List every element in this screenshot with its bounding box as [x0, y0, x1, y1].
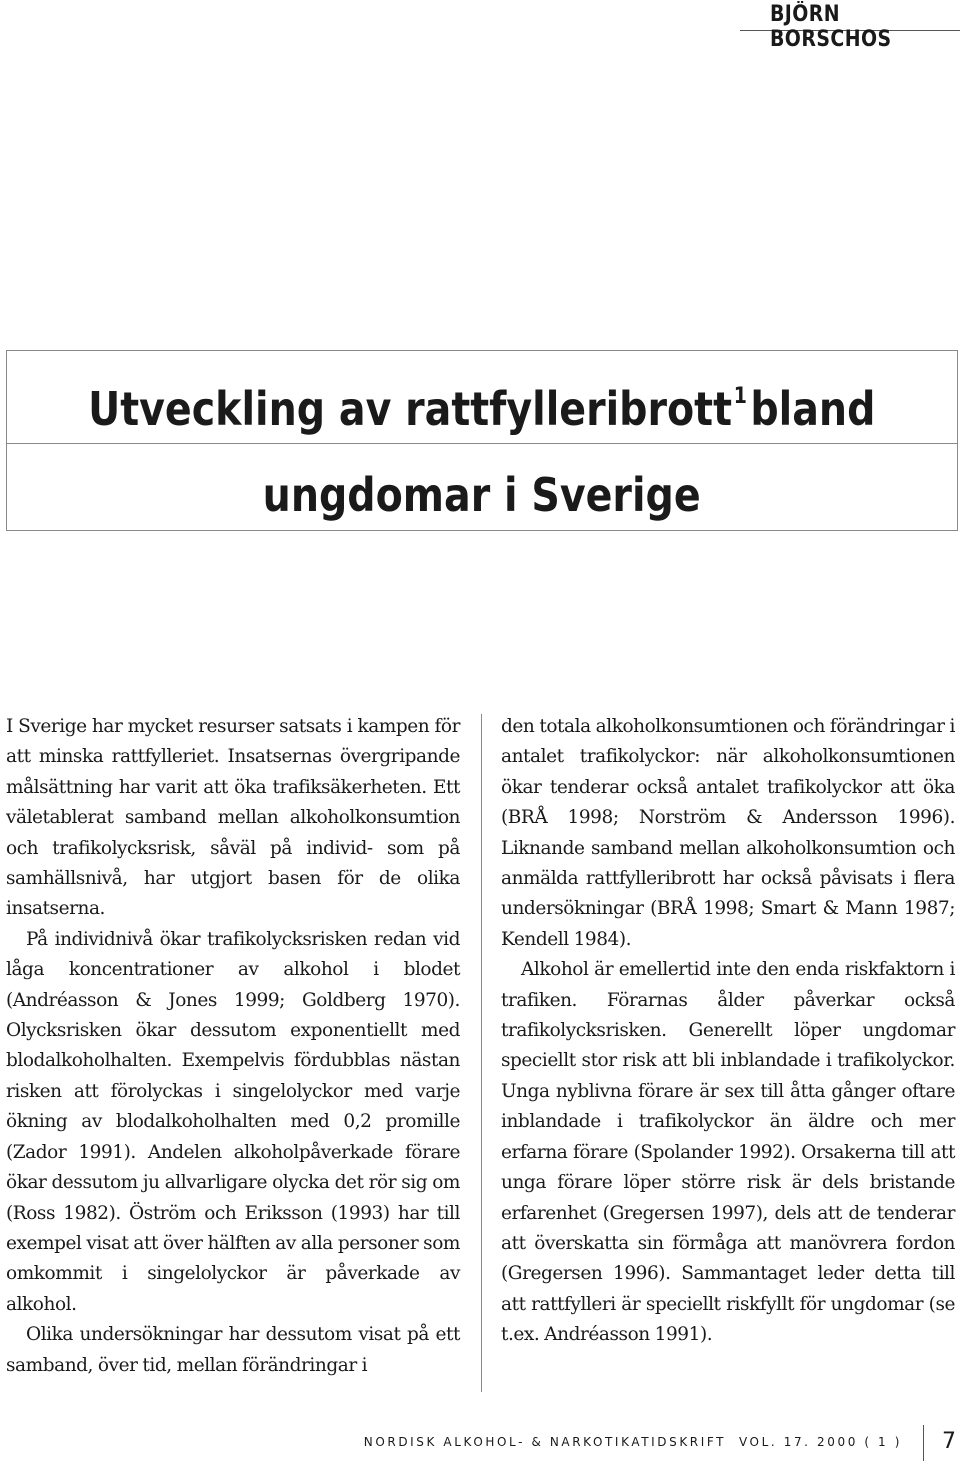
running-header — [740, 0, 960, 52]
title-text-before-footnote: Utveckling av rattfylleribrott — [88, 382, 733, 436]
title-text-after-footnote: bland — [750, 382, 876, 436]
journal-name: NORDISK ALKOHOL- & NARKOTIKATIDSKRIFT — [363, 1435, 727, 1449]
author-name: BJÖRN BORSCHOS — [769, 2, 892, 52]
journal-volume: VOL. 17. 2000 ( 1 ) — [738, 1435, 902, 1449]
article-title-box — [6, 350, 958, 531]
footer-divider — [923, 1425, 924, 1461]
column-divider — [481, 714, 482, 1392]
article-title-line-1 — [7, 367, 957, 439]
right-paragraph-2: Alkohol är emellertid inte den enda riskfaktorn i trafiken. Förarnas ålder påverkar också trafikolycksrisken. Generellt löper ungdomar speciellt stor risk att bli inblandade i trafikolyckor. Unga nyblivna förare är sex till åtta gånger oftare inblandade i trafikolyckor än äldre och mer erfarna förare (Spolander 1992). Orsakerna till att unga förare löper större risk är dels bristande erfarenhet (Gregersen 1997), dels att de tenderar att överskatta sin förmåga att manövrera fordon (Gregersen 1996). Sammantaget leder detta till att rattfylleri är speciellt riskfyllt för ungdomar (se t.ex. Andréasson 1991). — [501, 959, 955, 1346]
left-paragraph-2: På individnivå ökar trafikolycksrisken redan vid låga koncentrationer av alkohol i blodet (Andréasson & Jones 1999; Goldberg 1970). Olycksrisken ökar dessutom exponentiellt med blodalkoholhalten. Exempelvis fördubblas nästan risken att förolyckas i singelolyckor med varje ökning av blodalkoholhalten med 0,2 promille (Zador 1991). Andelen alkoholpåverkade förare ökar dessutom ju allvarligare olycka det rör sig om (Ross 1982). Öström och Eriksson (1993) har till exempel visat att över hälften av alla personer som omkommit i singelolyckor är påverkade av alkohol. — [6, 928, 460, 1315]
page-number: 7 — [942, 1429, 956, 1454]
article-title-line-2 — [7, 465, 957, 525]
page-footer — [363, 1425, 960, 1461]
left-paragraph-1: I Sverige har mycket resurser satsats i kampen för att minska rattfylleriet. Insatsernas övergripande målsättning har varit att öka trafiksäkerheten. Ett väletablerat samband mellan alkoholkonsumtion och trafikolycksrisk, såväl på individ- som på samhällsnivå, har utgjort basen för de olika insatserna. — [6, 716, 460, 920]
title-divider — [7, 443, 957, 444]
title-text-line-2: ungdomar i Sverige — [262, 468, 702, 522]
right-text-column — [501, 712, 955, 1351]
right-paragraph-1: den totala alkoholkonsumtionen och förändringar i antalet trafikolyckor: när alkoholkonsumtionen ökar tenderar också antalet trafikolyckor att öka (BRÅ 1998; Norström & Andersson 1996). Liknande samband mellan alkoholkonsumtion och anmälda rattfylleribrott har också påvisats i flera undersökningar (BRÅ 1998; Smart & Mann 1987; Kendell 1984). — [501, 716, 955, 950]
left-text-column — [6, 712, 460, 1381]
footnote-reference[interactable]: 1 — [733, 384, 748, 409]
journal-citation — [364, 1435, 902, 1449]
left-paragraph-3: Olika undersökningar har dessutom visat på ett samband, över tid, mellan förändringar i — [6, 1324, 460, 1376]
